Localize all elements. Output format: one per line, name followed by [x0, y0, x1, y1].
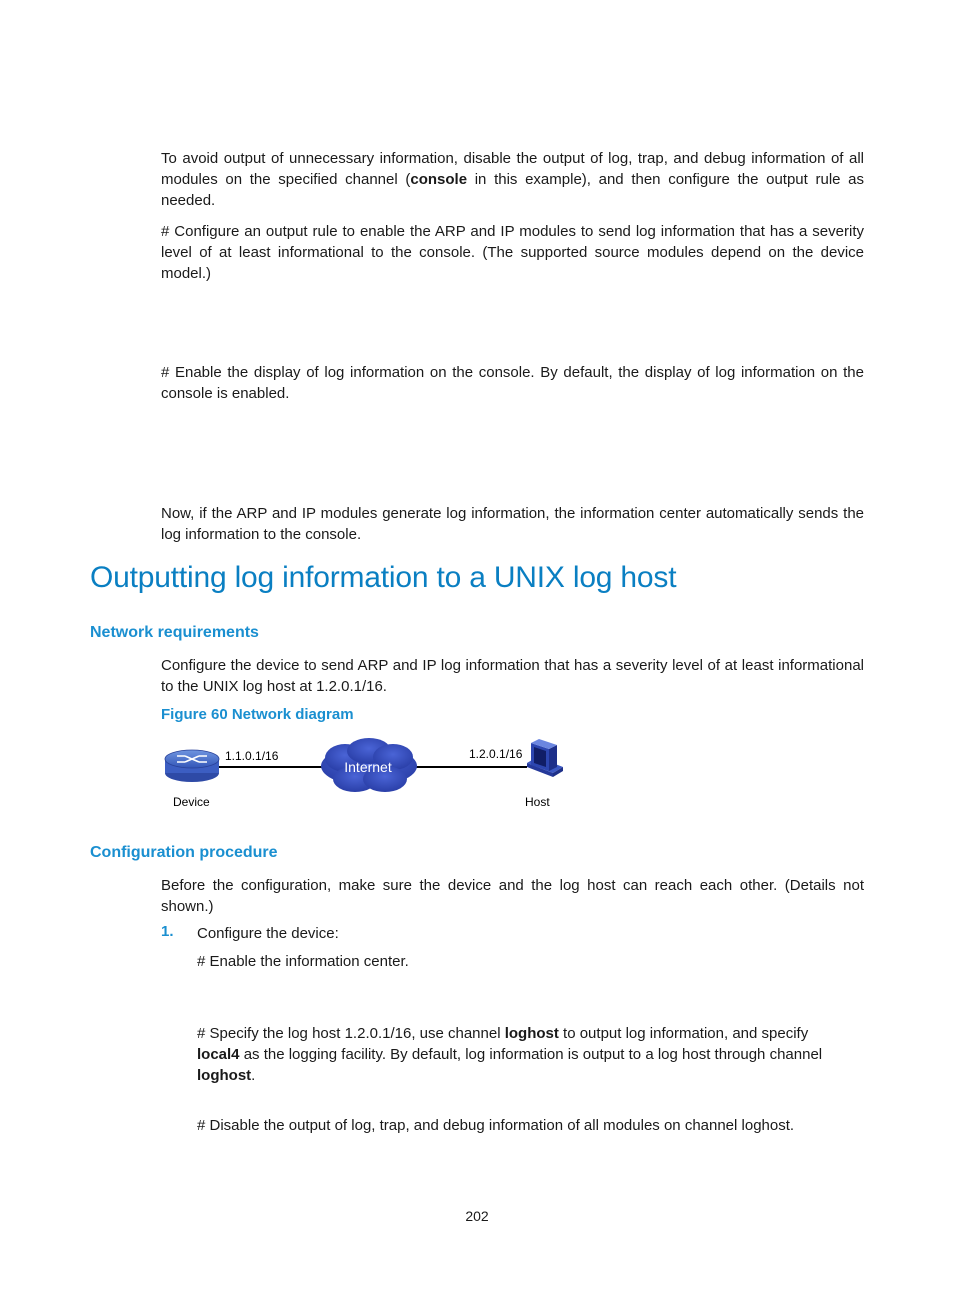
output-rule-paragraph: # Configure an output rule to enable the ARP and IP modules to send log information that has a severity level of at least informational to the console. (The supported source modules depend on the device model.)	[161, 223, 864, 282]
host-computer-icon	[527, 739, 563, 777]
device-ip-label: 1.1.0.1/16	[225, 749, 279, 763]
page-number: 202	[465, 1208, 489, 1224]
network-requirements-heading: Network requirements	[90, 624, 259, 641]
specify-log-host-text: # Specify the log host 1.2.0.1/16, use channel loghost to output log information, and specify local4 as the logging facility. By default, log information is output to a log host through channel loghost.	[197, 1025, 823, 1084]
host-label: Host	[525, 795, 550, 809]
device-icon	[165, 750, 219, 782]
network-diagram	[155, 733, 575, 815]
step-text: Configure the device:	[197, 925, 339, 942]
device-label: Device	[173, 795, 210, 809]
configuration-procedure-heading: Configuration procedure	[90, 844, 278, 861]
step-number: 1.	[161, 923, 174, 940]
summary-paragraph: Now, if the ARP and IP modules generate log information, the information center automatically sends the log information to the console.	[161, 505, 864, 543]
host-ip-label: 1.2.0.1/16	[469, 747, 523, 761]
console-display-paragraph: # Enable the display of log information on the console. By default, the display of log information on the console is enabled.	[161, 364, 864, 402]
internet-cloud-icon	[321, 738, 417, 792]
intro-paragraph: To avoid output of unnecessary information, disable the output of log, trap, and debug information of all modules on the specified channel (console in this example), and then configure the output rule as needed.	[161, 150, 865, 209]
config-intro-text: Before the configuration, make sure the device and the log host can reach each other. (Details not shown.)	[161, 877, 864, 915]
network-requirements-text: Configure the device to send ARP and IP log information that has a severity level of at least informational to the UNIX log host at 1.2.0.1/16.	[161, 657, 864, 695]
figure-caption: Figure 60 Network diagram	[161, 706, 354, 723]
enable-info-center-text: # Enable the information center.	[197, 953, 409, 970]
section-title: Outputting log information to a UNIX log host	[90, 561, 677, 594]
internet-label: Internet	[344, 759, 392, 775]
disable-output-text: # Disable the output of log, trap, and debug information of all modules on channel loghost.	[197, 1117, 795, 1134]
